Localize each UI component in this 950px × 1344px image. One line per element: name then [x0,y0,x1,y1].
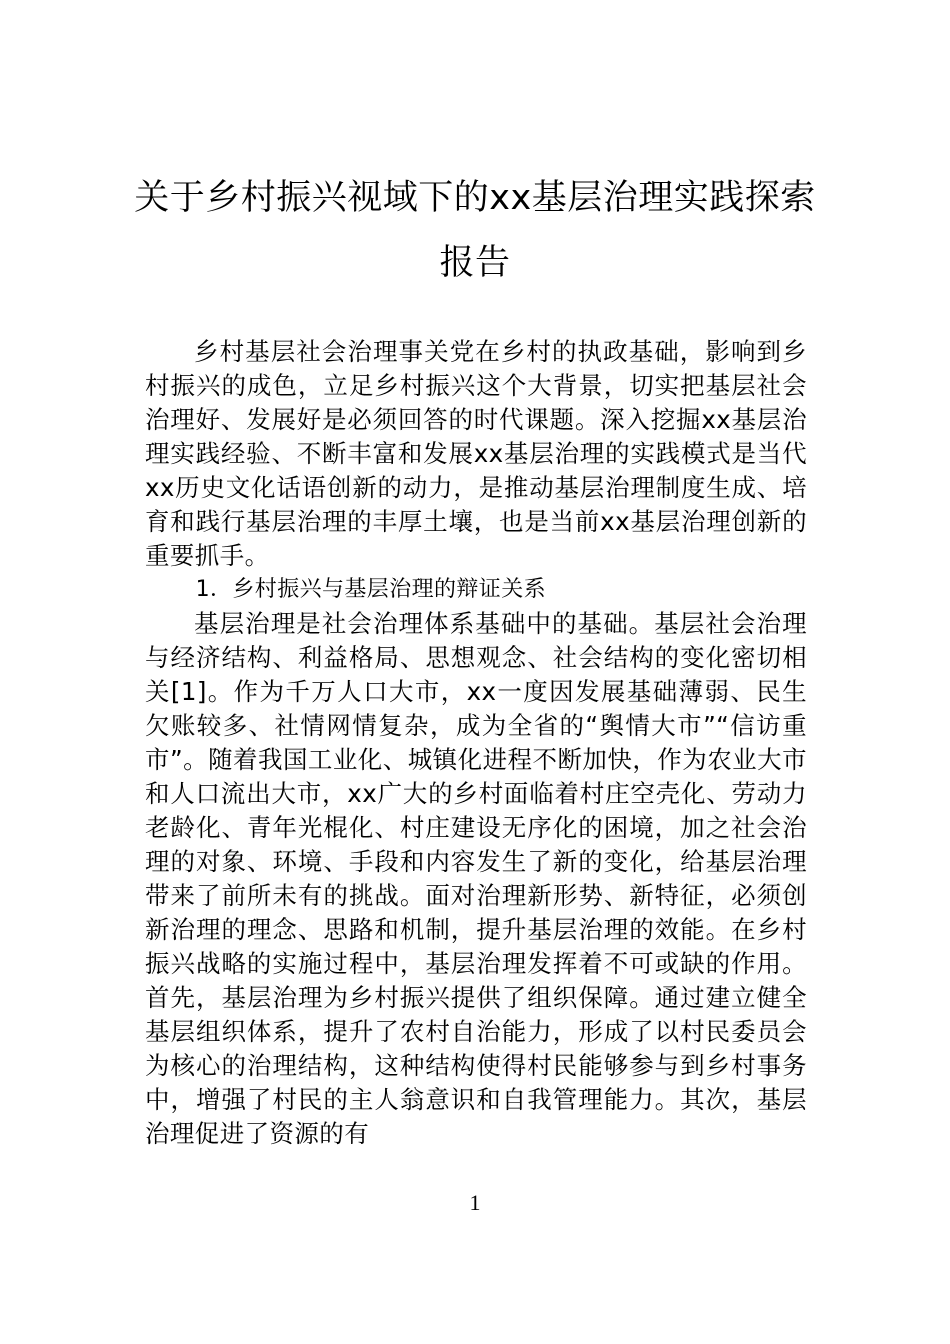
intro-paragraph: 乡村基层社会治理事关党在乡村的执政基础，影响到乡村振兴的成色，立足乡村振兴这个大背景，切实把基层社会治理好、发展好是必须回答的时代课题。深入挖掘xx基层治理实践经验、不断丰富和发展xx基层治理的实践模式是当代xx历史文化话语创新的动力，是推动基层治理制度生成、培育和践行基层治理的丰厚土壤，也是当前xx基层治理创新的重要抓手。 [145,337,807,570]
document-body [145,335,807,1151]
page-number: 1 [469,1190,481,1215]
section-paragraph: 基层治理是社会治理体系基础中的基础。基层社会治理与经济结构、利益格局、思想观念、社会结构的变化密切相关[1]。作为千万人口大市，xx一度因发展基础薄弱、民生欠账较多、社情网情复杂，成为全省的“舆情大市”“信访重市”。随着我国工业化、城镇化进程不断加快，作为农业大市和人口流出大市，xx广大的乡村面临着村庄空壳化、劳动力老龄化、青年光棍化、村庄建设无序化的困境，加之社会治理的对象、环境、手段和内容发生了新的变化，给基层治理带来了前所未有的挑战。面对治理新形势、新特征，必须创新治理的理念、思路和机制，提升基层治理的效能。在乡村振兴战略的实施过程中，基层治理发挥着不可或缺的作用。首先，基层治理为乡村振兴提供了组织保障。通过建立健全基层组织体系，提升了农村自治能力，形成了以村民委员会为核心的治理结构，这种结构使得村民能够参与到乡村事务中，增强了村民的主人翁意识和自我管理能力。其次，基层治理促进了资源的有 [145,609,807,1148]
section-heading: 1．乡村振兴与基层治理的辩证关系 [195,577,546,602]
document-title: 关于乡村振兴视域下的xx基层治理实践探索报告 [134,178,816,283]
